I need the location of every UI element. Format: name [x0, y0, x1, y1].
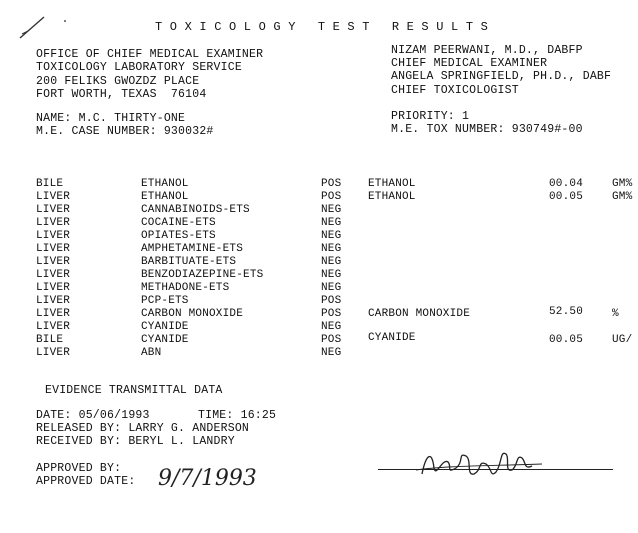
- approved-by: APPROVED BY:: [36, 462, 122, 475]
- result-cell: NEG: [321, 204, 342, 216]
- test-cell: BARBITUATE-ETS: [141, 256, 237, 268]
- specimen-cell: BILE: [36, 334, 64, 346]
- result-cell: NEG: [321, 269, 342, 281]
- test-cell: COCAINE-ETS: [141, 217, 216, 229]
- test-cell: ETHANOL: [141, 178, 189, 190]
- specimen-cell: LIVER: [36, 230, 71, 242]
- office-city: FORT WORTH, TEXAS 76104: [36, 88, 207, 101]
- released-by: RELEASED BY: LARRY G. ANDERSON: [36, 422, 250, 435]
- result-cell: NEG: [321, 347, 342, 359]
- case-name: NAME: M.C. THIRTY-ONE: [36, 112, 186, 125]
- result-cell: POS: [321, 295, 342, 307]
- test-cell: CYANIDE: [141, 321, 189, 333]
- specimen-cell: LIVER: [36, 243, 71, 255]
- evidence-date: DATE: 05/06/1993: [36, 409, 150, 422]
- value-cell: 00.04: [549, 178, 584, 190]
- analyte-cell: CYANIDE: [368, 332, 416, 344]
- specimen-cell: LIVER: [36, 256, 71, 268]
- office-name: OFFICE OF CHIEF MEDICAL EXAMINER: [36, 48, 264, 61]
- analyte-cell: ETHANOL: [368, 191, 416, 203]
- result-cell: POS: [321, 308, 342, 320]
- result-cell: POS: [321, 334, 342, 346]
- result-cell: NEG: [321, 321, 342, 333]
- unit-cell: GM%: [612, 178, 633, 190]
- specimen-cell: LIVER: [36, 321, 71, 333]
- value-cell: 00.05: [549, 191, 584, 203]
- test-cell: CANNABINOIDS-ETS: [141, 204, 250, 216]
- specimen-cell: LIVER: [36, 269, 71, 281]
- test-cell: METHADONE-ETS: [141, 282, 230, 294]
- signature-scribble: [412, 444, 552, 484]
- value-cell: 52.50: [549, 306, 584, 318]
- case-number: M.E. CASE NUMBER: 930032#: [36, 125, 214, 138]
- specimen-cell: LIVER: [36, 347, 71, 359]
- specimen-cell: LIVER: [36, 308, 71, 320]
- analyte-cell: ETHANOL: [368, 178, 416, 190]
- specimen-cell: LIVER: [36, 282, 71, 294]
- signature-line: [378, 469, 613, 470]
- value-cell: 00.05: [549, 334, 584, 346]
- specimen-cell: LIVER: [36, 191, 71, 203]
- staff-toxicologist-name: ANGELA SPRINGFIELD, PH.D., DABF: [391, 70, 612, 83]
- approved-date-label: APPROVED DATE:: [36, 475, 136, 488]
- test-cell: PCP-ETS: [141, 295, 189, 307]
- received-by: RECEIVED BY: BERYL L. LANDRY: [36, 435, 235, 448]
- speck: [64, 20, 66, 22]
- result-cell: POS: [321, 191, 342, 203]
- result-cell: NEG: [321, 243, 342, 255]
- result-cell: NEG: [321, 230, 342, 242]
- test-cell: CARBON MONOXIDE: [141, 308, 244, 320]
- specimen-cell: LIVER: [36, 295, 71, 307]
- test-cell: ABN: [141, 347, 162, 359]
- test-cell: AMPHETAMINE-ETS: [141, 243, 244, 255]
- priority: PRIORITY: 1: [391, 110, 470, 123]
- unit-cell: %: [612, 308, 619, 320]
- office-street: 200 FELIKS GWOZDZ PLACE: [36, 75, 200, 88]
- staff-medical-examiner-title: CHIEF MEDICAL EXAMINER: [391, 57, 548, 70]
- staff-toxicologist-title: CHIEF TOXICOLOGIST: [391, 84, 519, 97]
- specimen-cell: BILE: [36, 178, 64, 190]
- result-cell: NEG: [321, 256, 342, 268]
- document-title: TOXICOLOGY TEST RESULTS: [155, 20, 496, 34]
- approved-date-handwritten: 9/7/1993: [158, 466, 257, 491]
- evidence-heading: EVIDENCE TRANSMITTAL DATA: [45, 384, 223, 397]
- unit-cell: GM%: [612, 191, 633, 203]
- test-cell: BENZODIAZEPINE-ETS: [141, 269, 264, 281]
- specimen-cell: LIVER: [36, 204, 71, 216]
- pen-mark-icon: [18, 14, 58, 40]
- result-cell: POS: [321, 178, 342, 190]
- office-service: TOXICOLOGY LABORATORY SERVICE: [36, 61, 242, 74]
- result-cell: NEG: [321, 217, 342, 229]
- analyte-cell: CARBON MONOXIDE: [368, 308, 471, 320]
- result-cell: NEG: [321, 282, 342, 294]
- staff-medical-examiner-name: NIZAM PEERWANI, M.D., DABFP: [391, 44, 583, 57]
- unit-cell: UG/: [612, 334, 633, 346]
- test-cell: OPIATES-ETS: [141, 230, 216, 242]
- tox-number: M.E. TOX NUMBER: 930749#-00: [391, 123, 583, 136]
- test-cell: CYANIDE: [141, 334, 189, 346]
- specimen-cell: LIVER: [36, 217, 71, 229]
- evidence-time: TIME: 16:25: [198, 409, 277, 422]
- test-cell: ETHANOL: [141, 191, 189, 203]
